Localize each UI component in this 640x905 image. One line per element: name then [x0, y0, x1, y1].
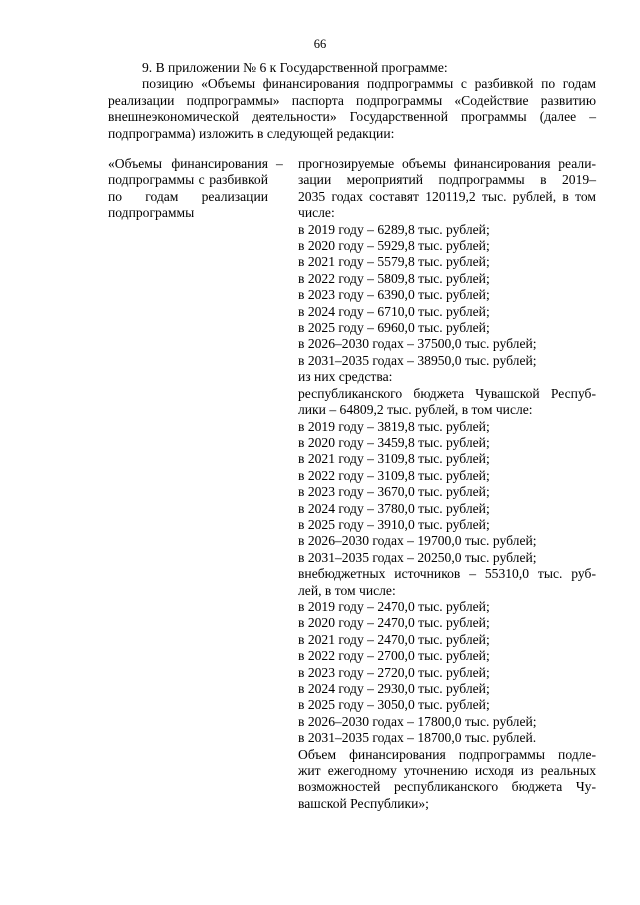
budget-year-line: в 2026–2030 годах – 19700,0 тыс. рублей;: [298, 533, 537, 549]
extra-year-line: в 2024 году – 2930,0 тыс. рублей;: [298, 681, 490, 696]
position-label: «Объемы финансирования подпрограммы с разбивкой по годам реализации подпрограммы: [108, 156, 268, 221]
budget-year-line: в 2020 году – 3459,8 тыс. рублей;: [298, 434, 490, 450]
total-year-line: в 2019 году – 6289,8 тыс. рублей;: [298, 221, 490, 237]
closing-line-1: Объем финансирования подпрограммы подле-: [298, 746, 596, 762]
closing-line-4: вашской Республики»;: [298, 795, 429, 811]
total-intro-line-3: 2035 годах составят 120119,2 тыс. рублей, в том: [298, 188, 596, 204]
total-year-line: в 2023 году – 6390,0 тыс. рублей;: [298, 287, 490, 303]
budget-year-line: в 2019 году – 3819,8 тыс. рублей;: [298, 418, 490, 434]
extra-year-line: в 2031–2035 годах – 18700,0 тыс. рублей.: [298, 730, 537, 746]
closing-line-3: возможностей республиканского бюджета Чу-: [298, 779, 596, 795]
total-intro-line-1: прогнозируемые объемы финансирования реали-: [298, 156, 596, 171]
budget-year-line: в 2023 году – 3670,0 тыс. рублей;: [298, 484, 490, 500]
intro-paragraph: [108, 60, 596, 142]
extra-intro-line-1: внебюджетных источников – 55310,0 тыс. руб-: [298, 566, 596, 582]
total-intro-line-4: числе:: [298, 205, 335, 221]
extra-year-line: в 2022 году – 2700,0 тыс. рублей;: [298, 648, 490, 664]
budget-intro-line-2: лики – 64809,2 тыс. рублей, в том числе:: [298, 402, 533, 418]
total-year-line: в 2026–2030 годах – 37500,0 тыс. рублей;: [298, 336, 537, 352]
of-them-line: из них средства:: [298, 369, 393, 385]
intro-item-text: позицию «Объемы финансирования подпрограммы с разбивкой по годам реализации подпрограммы» паспорта подпрограммы «Содействие развитию внешнеэкономической деятельности» Государственной программы (далее – подпрограмма) изложить в следующей редакции:: [108, 76, 596, 141]
closing-line-2: жит ежегодному уточнению исходя из реальных: [298, 763, 596, 779]
extra-intro-line-2: лей, в том числе:: [298, 582, 396, 598]
budget-year-line: в 2022 году – 3109,8 тыс. рублей;: [298, 467, 490, 483]
position-dash: –: [276, 156, 283, 171]
budget-year-line: в 2024 году – 3780,0 тыс. рублей;: [298, 500, 490, 516]
intro-item-heading: 9. В приложении № 6 к Государственной программе:: [142, 60, 448, 75]
extra-year-line: в 2021 году – 2470,0 тыс. рублей;: [298, 631, 490, 647]
extra-year-line: в 2026–2030 годах – 17800,0 тыс. рублей;: [298, 713, 537, 729]
total-year-line: в 2021 году – 5579,8 тыс. рублей;: [298, 254, 490, 270]
total-year-line: в 2031–2035 годах – 38950,0 тыс. рублей;: [298, 352, 537, 368]
budget-year-line: в 2031–2035 годах – 20250,0 тыс. рублей;: [298, 549, 537, 565]
total-year-line: в 2022 году – 5809,8 тыс. рублей;: [298, 270, 490, 286]
budget-year-line: в 2021 году – 3109,8 тыс. рублей;: [298, 451, 490, 467]
total-year-line: в 2025 году – 6960,0 тыс. рублей;: [298, 320, 490, 336]
total-year-line: в 2024 году – 6710,0 тыс. рублей;: [298, 303, 490, 319]
extra-year-line: в 2025 году – 3050,0 тыс. рублей;: [298, 697, 490, 713]
total-year-line: в 2020 году – 5929,8 тыс. рублей;: [298, 238, 490, 254]
position-content: [298, 156, 596, 812]
page-number: 66: [313, 37, 327, 51]
total-intro-line-2: зации мероприятий подпрограммы в 2019–: [298, 172, 596, 188]
extra-year-line: в 2020 году – 2470,0 тыс. рублей;: [298, 615, 490, 631]
extra-year-line: в 2023 году – 2720,0 тыс. рублей;: [298, 664, 490, 680]
budget-intro-line-1: республиканского бюджета Чувашской Респуб-: [298, 385, 596, 401]
budget-year-line: в 2025 году – 3910,0 тыс. рублей;: [298, 516, 490, 532]
extra-year-line: в 2019 году – 2470,0 тыс. рублей;: [298, 598, 490, 614]
